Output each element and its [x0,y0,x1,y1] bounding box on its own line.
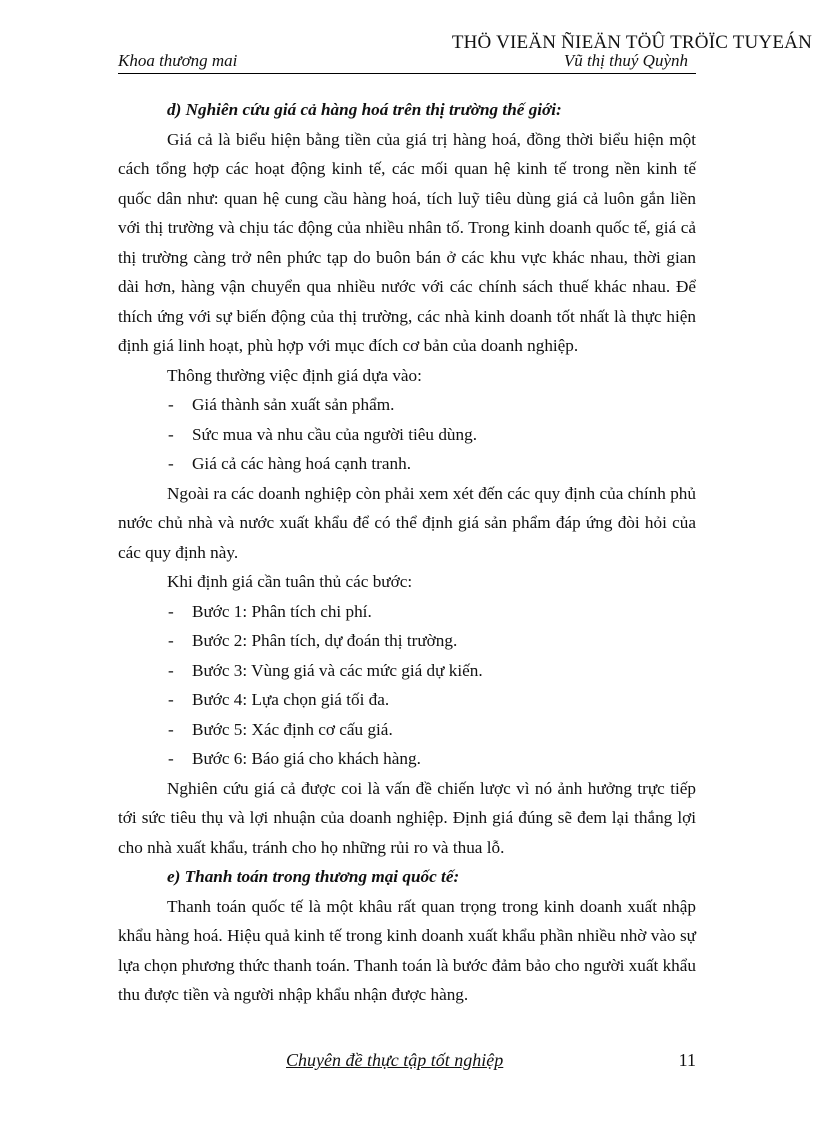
list-item [118,715,696,745]
list-item-text: Giá cả các hàng hoá cạnh tranh. [192,454,412,473]
section-e-heading: e) Thanh toán trong thương mại quốc tế: [167,867,460,886]
list-item [118,390,696,420]
list-marker: - [168,690,174,709]
list-item [118,744,696,774]
list-item [118,449,696,479]
page-content [118,95,696,1010]
list-item [118,420,696,450]
list-marker: - [168,631,174,650]
list-item-text: Bước 5: Xác định cơ cấu giá. [192,719,393,739]
list-item [118,597,696,627]
list-item-text: Sức mua và nhu cầu của người tiêu dùng. [192,424,477,444]
header-faculty: Khoa thương mai [118,51,238,70]
list-marker: - [168,601,174,621]
section-d-paragraph-2: Ngoài ra các doanh nghiệp còn phải xem xét đến các quy định của chính phủ nước chủ nhà và nước xuất khẩu để có thể định giá sản phẩm đáp ứng đòi hỏi của các quy định này. [118,483,696,562]
list-item-text: Bước 3: Vùng giá và các mức giá dự kiến. [192,660,483,680]
section-d-heading: d) Nghiên cứu giá cả hàng hoá trên thị trường thế giới: [167,100,562,119]
list-item-text: Bước 6: Báo giá cho khách hàng. [192,749,421,768]
list-marker: - [168,454,174,473]
list-marker: - [168,660,174,680]
list-item-text: Giá thành sản xuất sản phẩm. [192,395,395,414]
list-item-text: Bước 1: Phân tích chi phí. [192,601,372,621]
section-d-intro-2: Khi định giá cần tuân thủ các bước: [167,572,413,591]
section-d-intro-1: Thông thường việc định giá dựa vào: [167,365,422,385]
page-header [118,52,696,74]
list-item-text: Bước 4: Lựa chọn giá tối đa. [192,690,390,709]
list-item [118,626,696,656]
section-d-paragraph-1: Giá cả là biểu hiện bằng tiền của giá trị hàng hoá, đồng thời biểu hiện một cách tổng hợp các hoạt động kinh tế, các mối quan hệ kinh tế trong nền kinh tế quốc dân như: quan hệ cung cầu hàng hoá, tích luỹ tiêu dùng giá cả luôn gắn liền với thị trường và chịu tác động của nhiều nhân tố. Trong kinh doanh quốc tế, giá cả thị trường càng trở nên phức tạp do buôn bán ở các khu vực khác nhau, thời gian dài hơn, hàng vận chuyển qua nhiều nước với các chính sách thuế khác nhau. Để thích ứng với sự biến động của thị trường, các nhà kinh doanh tốt nhất là thực hiện định giá linh hoạt, phù hợp với mục đích cơ bản của doanh nghiệp. [118,129,696,355]
header-author: Vũ thị thuý Quỳnh [563,51,688,70]
list-marker: - [168,424,174,444]
footer-title: Chuyên đề thực tập tốt nghiệp [286,1050,504,1070]
list-marker: - [168,719,174,739]
section-d-paragraph-3: Nghiên cứu giá cả được coi là vấn đề chiến lược vì nó ảnh hưởng trực tiếp tới sức tiêu thụ và lợi nhuận của doanh nghiệp. Định giá đúng sẽ đem lại thắng lợi cho nhà xuất khẩu, tránh cho họ những rủi ro và thua lỗ. [118,778,696,857]
section-e-paragraph-1: Thanh toán quốc tế là một khâu rất quan trọng trong kinh doanh xuất nhập khẩu hàng hoá. Hiệu quả kinh tế trong kinh doanh xuất khẩu phần nhiều nhờ vào sự lựa chọn phương thức thanh toán. Thanh toán là bước đảm bảo cho người xuất khẩu thu được tiền và người nhập khẩu nhận được hàng. [118,896,696,1004]
list-marker: - [168,395,174,414]
list-marker: - [168,749,174,768]
page-number: 11 [678,1050,696,1070]
watermark-text: THÖ VIEÄN ÑIEÄN TÖÛ TRÖÏC TUYEÁN [451,32,812,53]
list-item [118,685,696,715]
list-item [118,656,696,686]
page-footer [118,1050,696,1074]
pricing-steps-list [118,597,696,774]
list-item-text: Bước 2: Phân tích, dự đoán thị trường. [192,631,458,650]
pricing-basis-list [118,390,696,479]
